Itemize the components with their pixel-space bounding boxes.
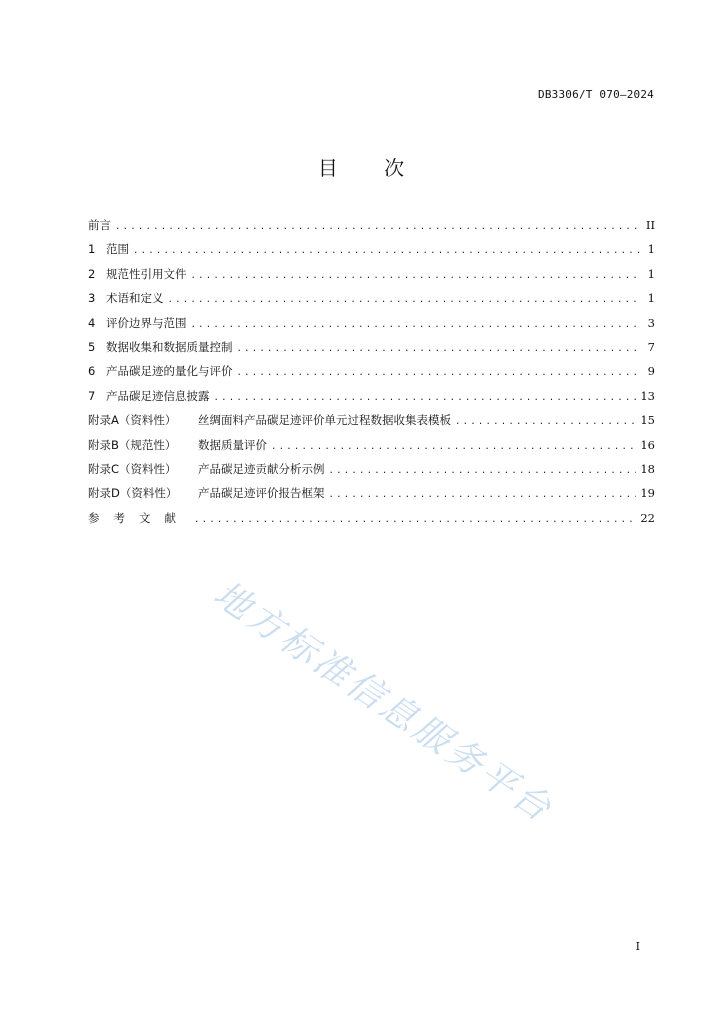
toc-label: 数据收集和数据质量控制 xyxy=(106,339,233,354)
toc-label: 术语和定义 xyxy=(106,291,164,306)
toc-entry-foreword[interactable] xyxy=(88,217,655,241)
toc-entry-5[interactable] xyxy=(88,339,655,363)
toc-number: 4 xyxy=(88,315,96,330)
toc-page: 7 xyxy=(647,339,655,354)
toc-entry-1[interactable] xyxy=(88,241,655,265)
toc-label: 前言 xyxy=(88,218,111,232)
toc-number: 5 xyxy=(88,339,96,354)
toc-leader xyxy=(194,515,636,525)
toc-page: 1 xyxy=(647,242,655,257)
toc-leader xyxy=(329,466,637,476)
toc-entry-3[interactable] xyxy=(88,290,655,314)
toc-entry-appendix-c[interactable] xyxy=(88,461,655,485)
title-char-1: 目 xyxy=(317,156,340,180)
page-title xyxy=(0,152,724,181)
toc-appendix-prefix: 附录C（资料性） xyxy=(88,461,177,476)
page-number: I xyxy=(635,940,640,953)
toc-appendix-prefix: 附录B（规范性） xyxy=(88,437,177,452)
toc-label: 数据质量评价 xyxy=(198,437,267,452)
toc-leader xyxy=(214,393,637,403)
toc-label: 产品碳足迹评价报告框架 xyxy=(198,486,325,501)
toc-entry-bibliography[interactable] xyxy=(88,510,655,534)
watermark: 地方标准信息服务平台 xyxy=(206,573,561,832)
toc-page: 18 xyxy=(640,461,655,476)
toc-entry-appendix-b[interactable] xyxy=(88,437,655,461)
toc-page: 15 xyxy=(640,413,655,428)
toc-leader xyxy=(191,320,642,330)
toc-page: 13 xyxy=(640,388,655,403)
toc-leader xyxy=(329,490,637,500)
toc-appendix-prefix: 附录D（资料性） xyxy=(88,486,178,501)
toc-leader xyxy=(237,344,642,354)
toc-page: 9 xyxy=(647,364,655,379)
toc-label: 丝绸面料产品碳足迹评价单元过程数据收集表模板 xyxy=(198,413,451,428)
toc-leader xyxy=(455,417,636,427)
toc-entry-2[interactable] xyxy=(88,266,655,290)
toc-number: 6 xyxy=(88,364,96,379)
toc-entry-appendix-a[interactable] xyxy=(88,412,655,436)
toc-number: 3 xyxy=(88,291,96,306)
toc-label: 产品碳足迹的量化与评价 xyxy=(106,364,233,379)
document-code: DB3306/T 070—2024 xyxy=(538,88,654,101)
toc-number: 1 xyxy=(88,242,96,257)
toc-page: 1 xyxy=(647,291,655,306)
toc-appendix-prefix: 附录A（资料性） xyxy=(88,413,177,428)
toc-entry-4[interactable] xyxy=(88,315,655,339)
toc-page: 22 xyxy=(640,510,655,525)
toc-number: 2 xyxy=(88,266,96,281)
toc-label: 规范性引用文件 xyxy=(106,266,187,281)
toc-label: 范围 xyxy=(106,242,129,257)
toc-entry-appendix-d[interactable] xyxy=(88,485,655,509)
toc-leader xyxy=(271,442,636,452)
table-of-contents xyxy=(88,217,655,534)
toc-page: 1 xyxy=(647,266,655,281)
toc-label: 参考文献 xyxy=(88,510,190,525)
toc-number: 7 xyxy=(88,388,96,403)
toc-leader xyxy=(168,295,642,305)
toc-entry-7[interactable] xyxy=(88,388,655,412)
toc-leader xyxy=(115,222,641,232)
toc-leader xyxy=(191,271,642,281)
toc-label: 产品碳足迹贡献分析示例 xyxy=(198,461,325,476)
toc-label: 产品碳足迹信息披露 xyxy=(106,388,210,403)
toc-leader xyxy=(237,368,642,378)
toc-entry-6[interactable] xyxy=(88,363,655,387)
toc-page: 3 xyxy=(647,315,655,330)
toc-page: 19 xyxy=(640,486,655,501)
title-char-2: 次 xyxy=(384,156,407,180)
toc-leader xyxy=(133,246,641,256)
toc-page: II xyxy=(645,218,655,232)
toc-label: 评价边界与范围 xyxy=(106,315,187,330)
toc-page: 16 xyxy=(640,437,655,452)
